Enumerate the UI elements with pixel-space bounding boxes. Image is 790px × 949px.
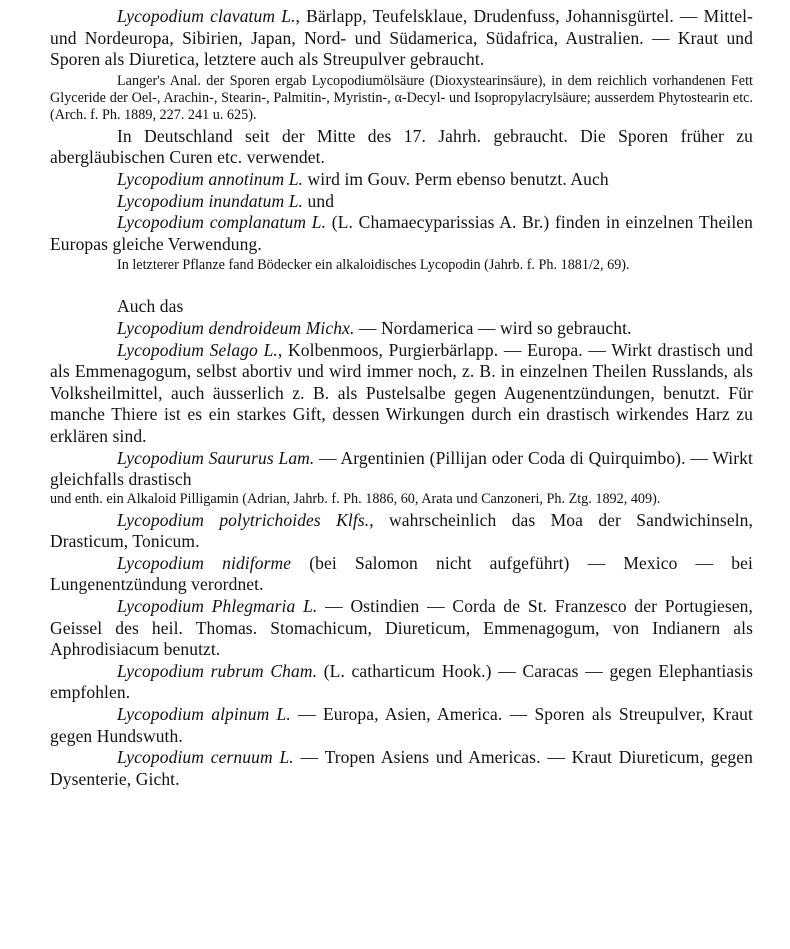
species-name: Lycopodium polytrichoides Klfs.: [117, 509, 370, 530]
species-name: Lycopodium Selago L.: [117, 339, 278, 360]
annotinum-entry: [50, 169, 753, 191]
pilligamin-note: und enth. ein Alkaloid Pilligamin (Adrian, Jahrb. f. Ph. 1886, 60, Arata und Canzoneri, Ph. Ztg. 1892, 409).: [50, 490, 661, 507]
species-name: Lycopodium alpinum L.: [117, 704, 291, 725]
species-name: Lycopodium annotinum L.: [117, 168, 304, 189]
entry-text: — Nordamerica — wird so gebraucht.: [354, 317, 632, 338]
species-name: Lycopodium Phlegmaria L.: [117, 596, 318, 617]
species-name: Lycopodium complanatum L.: [117, 212, 327, 233]
species-name: Lycopodium clavatum L.: [117, 6, 296, 26]
alpinum-entry: [50, 704, 753, 747]
clavatum-entry: [50, 6, 753, 71]
species-name: Lycopodium nidiforme: [117, 552, 292, 573]
entry-text: — Argentinien (Pillijan oder Coda di Quirquimbo). — Wirkt gleichfalls drastisch: [50, 447, 753, 490]
species-name: Lycopodium rubrum Cham.: [117, 660, 318, 681]
species-name: Lycopodium inundatum L.: [117, 190, 304, 211]
entry-text: wird im Gouv. Perm ebenso benutzt. Auch: [303, 168, 609, 189]
species-name: Lycopodium Saururus Lam.: [117, 447, 315, 468]
saururus-entry: [50, 448, 753, 491]
entry-text: — Europa, Asien, America. — Sporen als Streupulver, Kraut gegen Hundswuth.: [50, 704, 753, 746]
deutschland-paragraph: In Deutschland seit der Mitte des 17. Jahrh. gebraucht. Die Sporen früher zu abergläubischen Curen etc. verwendet.: [50, 125, 753, 168]
dendroideum-entry: [50, 318, 753, 340]
section-gap: [50, 276, 753, 296]
entry-text: und: [303, 190, 335, 211]
cernuum-entry: [50, 747, 753, 790]
entry-text: , wahrscheinlich das Moa der Sandwichinseln, Drasticum, Tonicum.: [50, 509, 753, 552]
entry-text: (bei Salomon nicht aufgeführt) — Mexico — bei Lungenentzündung verordnet.: [50, 552, 753, 595]
species-name: Lycopodium dendroideum Michx.: [117, 317, 355, 338]
entry-text: (L. Chamaecyparissias A. Br.) finden in einzelnen Theilen Europas gleiche Verwendung.: [50, 212, 753, 254]
auch-das: Auch das: [117, 296, 184, 317]
complanatum-entry: [50, 212, 753, 255]
nidiforme-entry: [50, 553, 753, 596]
document-page: [50, 6, 753, 790]
phlegmaria-entry: [50, 596, 753, 661]
entry-text: — Tropen Asiens und Americas. — Kraut Diureticum, gegen Dysenterie, Gicht.: [50, 747, 753, 789]
entry-text: , Bärlapp, Teufelsklaue, Drudenfuss, Johannisgürtel. — Mittel- und Nordeuropa, Sibirien, Japan, Nord- und Südamerica, Südafrica, Australien. — Kraut und Sporen als Diuretica, letztere auch als Streupulver gebraucht.: [50, 6, 753, 70]
species-name: Lycopodium cernuum L.: [117, 747, 294, 768]
inundatum-entry: [50, 191, 753, 213]
entry-text: (L. catharticum Hook.) — Caracas — gegen Elephantiasis empfohlen.: [50, 660, 753, 703]
entry-text: — Ostindien — Corda de St. Franzesco der Portugiesen, Geissel des heil. Thomas. Stomachicum, Diureticum, Emmenagogum, von Indianern als Aphrodisiacum benutzt.: [50, 596, 753, 660]
boedecker-note: In letzterer Pflanze fand Bödecker ein alkaloidisches Lycopodin (Jahrb. f. Ph. 1881/2, 69).: [117, 257, 630, 274]
polytrichoides-entry: [50, 510, 753, 553]
langer-note: Langer's Anal. der Sporen ergab Lycopodiumölsäure (Dioxystearinsäure), in dem reichlich vorhandenen Fett Glyceride der Oel-, Arachin-, Stearin-, Palmitin-, Myristin-, α-Decyl- und Isopropylacrylsäure; ausserdem Phytostearin etc. (Arch. f. Ph. 1889, 227. 241 u. 625).: [50, 72, 753, 123]
rubrum-entry: [50, 661, 753, 704]
entry-text: , Kolbenmoos, Purgierbärlapp. — Europa. — Wirkt drastisch und als Emmenagogum, selbst abortiv und wird immer noch, z. B. in einzelnen Theilen Russlands, als Volksheilmittel, auch äusserlich z. B. als Pustelsalbe gegen Augenentzündungen, benutzt. Für manche Thiere ist es ein starkes Gift, dessen Wirkungen durch ein drastisch wirkendes Harz zu erklären sind.: [50, 339, 753, 446]
selago-entry: [50, 340, 753, 448]
